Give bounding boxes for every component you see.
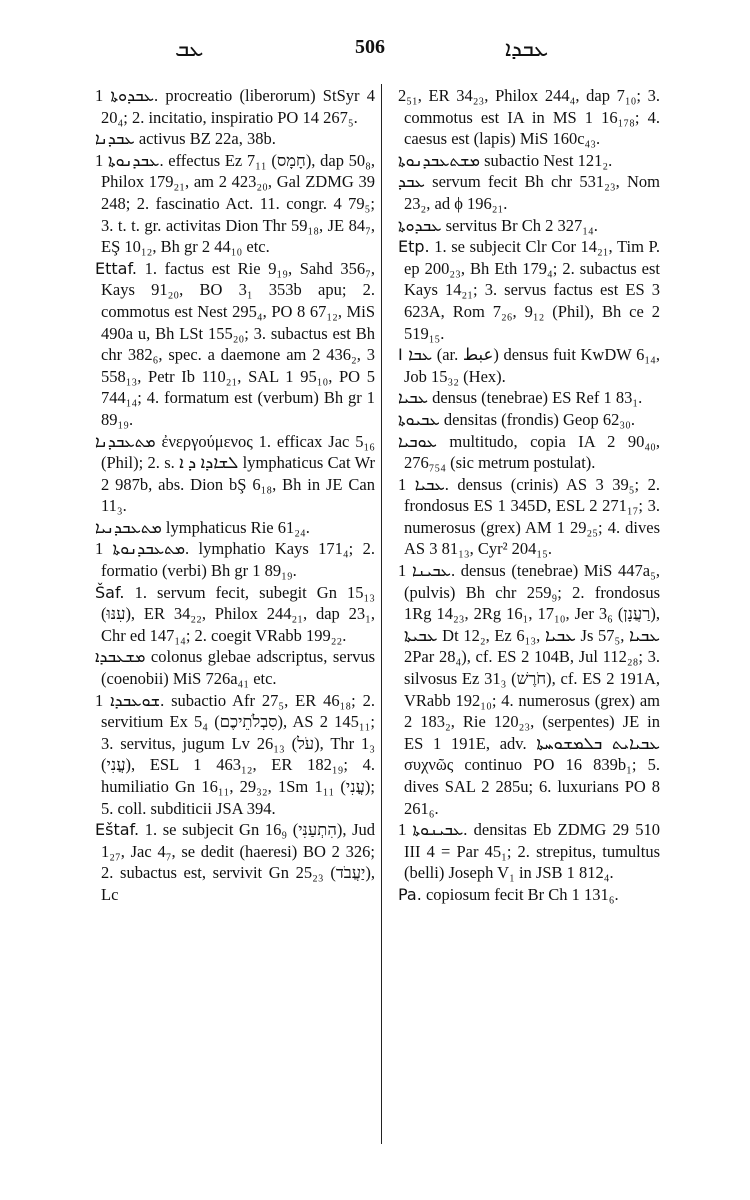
entry-text: 1. subactio Afr 27₅, ER 46₁₈; 2. servitium Ex 5₄ (סִבְלֹתֵיכֶם), AS 2 145₁₁; 3. servitus, jugum Lv 26₁₃ (עֹל), Thr 1₃ (עֳנִי), ESL 1 463₁₂, ER 182₁₉; 4. humiliatio Gn 16₁₁, 29₃₂, 1Sm 1₁₁ (עֳנִי); 5. coll. subditicii JSA 394.	[95, 690, 376, 818]
entry-text: 2₅₁, ER 34₂₃, Philox 244₄, dap 7₁₀; 3. commotus est IA in MS 1 16₁₇₈; 4. caesus est (lapis) MiS 160c₄₃.	[398, 86, 660, 149]
entry-text: subactio Nest 121₂.	[484, 150, 613, 170]
dictionary-entry	[398, 344, 660, 387]
entry-headword: ܥܒܝܘܬܐ	[398, 409, 440, 429]
entry-text: servitus Br Ch 2 327₁₄.	[445, 215, 598, 235]
dictionary-entry	[398, 85, 660, 150]
dictionary-entry	[95, 517, 375, 539]
entry-headword: ܥܒܝܢܐ	[411, 561, 451, 581]
dictionary-entry	[398, 150, 660, 172]
entry-headword: ܡܫܬܥܒܕܢܘܬܐ	[398, 150, 480, 170]
entry-text: 1. densitas Eb ZDMG 29 510 III 4 = Par 45₁; 2. strepitus, tumultus (belli) Joseph V₁ in JSB 1 812₄.	[398, 820, 660, 883]
dictionary-entry	[95, 538, 375, 581]
entry-headword: ܥܒܝܐ	[398, 388, 428, 408]
entry-headword: ܡܬܥܒܕܢܝܐ	[95, 517, 162, 537]
dictionary-entry	[95, 582, 375, 647]
entry-text: activus BZ 22a, 38b.	[138, 129, 276, 149]
entry-headword: Eštaf.	[95, 820, 140, 840]
entry-headword: ܡܬܥܒܕܢܐ	[95, 431, 156, 451]
dictionary-entry	[398, 171, 660, 214]
entry-headword: ܥܒܕܢܘܬܐ	[107, 150, 160, 170]
entry-text: 1. effectus Ez 7₁₁ (חָמָס), dap 50₈, Philox 179₂₁, am 2 423₂₀, Gal ZDMG 39 248; 2. fascinatio Act. 11. congr. 4 79₅; 3. t. t. gr. activitas Dion Thr 59₁₈, JE 84₇, EŞ 10₁₂, Bh gr 2 44₁₀ etc.	[95, 150, 375, 257]
dictionary-entry	[398, 236, 660, 344]
entry-text: multitudo, copia IA 2 90₄₀, 276₇₅₄ (sic metrum postulat).	[404, 431, 660, 473]
dictionary-entry	[398, 474, 660, 560]
entry-headword: ܡܬܥܒܕܢܘܬܐ	[112, 539, 186, 559]
dictionary-entry	[95, 690, 375, 820]
header-right-word: ܥܒܕܐ	[505, 36, 549, 61]
entry-text: ἐνεργούμενος 1. efficax Jac 5₁₆ (Phil); 2. s. ܠܫܐܕܐ ܕ ܐ lymphaticus Cat Wr 2 987b, abs. Dion bŞ 6₁₈, Bh in JE Can 11₃.	[101, 431, 376, 516]
entry-text: 1. densus (tenebrae) MiS 447a₅, (pulvis) Bh chr 259₉; 2. frondosus 1Rg 14₂₃, 2Rg 16₁, 17₁₀, Jer 3₆ (רַעֲנָן), ܥܒܝܬܐ Dt 12₂, Ez 6₁₃, ܥܒܝܐ Js 57₅, ܥܒܝܐ 2Par 28₄), cf. ES 2 104B, Jul 112₂₈; 3. silvosus Ez 31₃ (חֹרֶשׁ), cf. ES 2 191A, VRabb 192₁₀; 4. numerosus (grex) am 2 183₂, Rie 120₂₃, (serpentes) JE in ES 1 191E, adv. ܥܒܝܐܝܬ ܒܠܡܫܘܚܬܐ συχνῶς continuo PO 16 839b₁; 5. dives SAL 2 285u; 6. luxurians PO 8 261₆.	[398, 561, 660, 818]
dictionary-entry	[398, 215, 660, 237]
dictionary-entry	[398, 409, 660, 431]
entry-text: 1. densus (crinis) AS 3 39₅; 2. frondosus ES 1 345D, ESL 2 271₁₇; 3. numerosus (grex) AM 1 29₂₅; 4. dives AS 3 81₁₃, Cyr² 204₁₅.	[398, 474, 660, 559]
dictionary-entry	[398, 819, 660, 884]
entry-headword: ܥܒܕܘܬܐ	[398, 215, 442, 235]
entry-text: 1. factus est Rie 9₁₉, Sahd 356₇, Kays 91₂₀, BO 3₁ 353b apu; 2. commotus est Nest 295₄, PO 8 67₁₂, MiS 490a u, Bh LSt 155₂₀; 3. subactus est Bh chr 382₆, spec. a daemone am 2 436₂, 3 558₁₃, Petr Ib 110₂₁, SAL 1 95₁₀, PO 5 744₁₄; 4. formatum est (verbum) Bh gr 1 89₁₉.	[101, 258, 375, 429]
entry-headword: Pa.	[398, 884, 422, 904]
running-header	[95, 36, 665, 66]
entry-text: densitas (frondis) Geop 62₃₀.	[443, 409, 636, 429]
dictionary-entry	[398, 387, 660, 409]
left-column	[95, 85, 375, 906]
dictionary-entry	[398, 560, 660, 819]
dictionary-entry	[95, 819, 375, 905]
entry-headword: ܥܒܝܢܘܬܐ	[412, 820, 464, 840]
dictionary-entry	[95, 431, 375, 517]
entry-headword: ܥܘܒܝܐ	[398, 431, 437, 451]
entry-headword: Etp.	[398, 237, 430, 257]
dictionary-entry	[95, 258, 375, 431]
entry-headword: Ettaf.	[95, 258, 138, 278]
entry-text: copiosum fecit Br Ch 1 131₆.	[425, 884, 619, 904]
entry-text: 1. lymphatio Kays 171₄; 2. formatio (verbi) Bh gr 1 89₁₉.	[95, 539, 375, 581]
entry-text: densus (tenebrae) ES Ref 1 83₁.	[432, 388, 643, 408]
entry-text: colonus glebae adscriptus, servus (coenobii) MiS 726a₄₁ etc.	[101, 647, 376, 689]
entry-headword: ܥܒܕܘܬܐ	[110, 86, 154, 105]
entry-text: 1. procreatio (liberorum) StSyr 4 20₄; 2. incitatio, inspiratio PO 14 267₅.	[95, 86, 375, 127]
dictionary-entry	[95, 85, 375, 128]
header-left-word: ܥܒ	[175, 36, 204, 61]
entry-headword: ܥܒܕܢܐ	[95, 129, 135, 149]
entry-headword: ܫܘܥܒܕܐ	[110, 690, 161, 710]
entry-text: (ar. عبط) densus fuit KwDW 6₁₄, Job 15₃₂ (Hex).	[404, 345, 661, 386]
dictionary-entry	[398, 431, 660, 474]
entry-headword: Šaf.	[95, 582, 125, 602]
column-divider	[381, 84, 382, 1144]
entry-text: lymphaticus Rie 61₂₄.	[165, 517, 310, 537]
dictionary-entry	[95, 646, 375, 689]
dictionary-entry	[95, 128, 375, 150]
entry-text: 1. servum fecit, subegit Gn 15₁₃ (עִנּוּ), ER 34₂₂, Philox 244₂₁, dap 23₁, Chr ed 147₁₄; 2. coegit VRabb 199₂₂.	[101, 582, 376, 645]
entry-headword: I ܥܒܐ	[398, 345, 433, 365]
entry-text: servum fecit Bh chr 531₂₃, Nom 23₂, ad ϕ 196₂₁.	[404, 172, 660, 213]
entry-text: 1. se subjecit Gn 16₉ (הִתְעַנִּי), Jud 1₂₇, Jac 4₇, se dedit (haeresi) BO 2 326; 2. subactus est, servivit Gn 25₂₃ (יַעֲבֹד), Lc	[101, 820, 376, 904]
dictionary-entry	[95, 150, 375, 258]
entry-text: 1. se subjecit Clr Cor 14₂₁, Tim P. ep 200₂₃, Bh Eth 179₄; 2. subactus est Kays 14₂₁; 3. servus factus est ES 3 623A, Rom 7₂₆, 9₁₂ (Phil), Bh ce 2 519₁₅.	[404, 237, 660, 343]
entry-headword: ܡܫܥܒܕܐ	[95, 647, 146, 667]
right-column	[398, 85, 660, 906]
dictionary-entry	[398, 884, 660, 906]
page-number: 506	[355, 36, 385, 58]
entry-headword: ܥܒܝܐ	[414, 474, 445, 494]
entry-headword: ܥܒܕ	[398, 172, 425, 192]
